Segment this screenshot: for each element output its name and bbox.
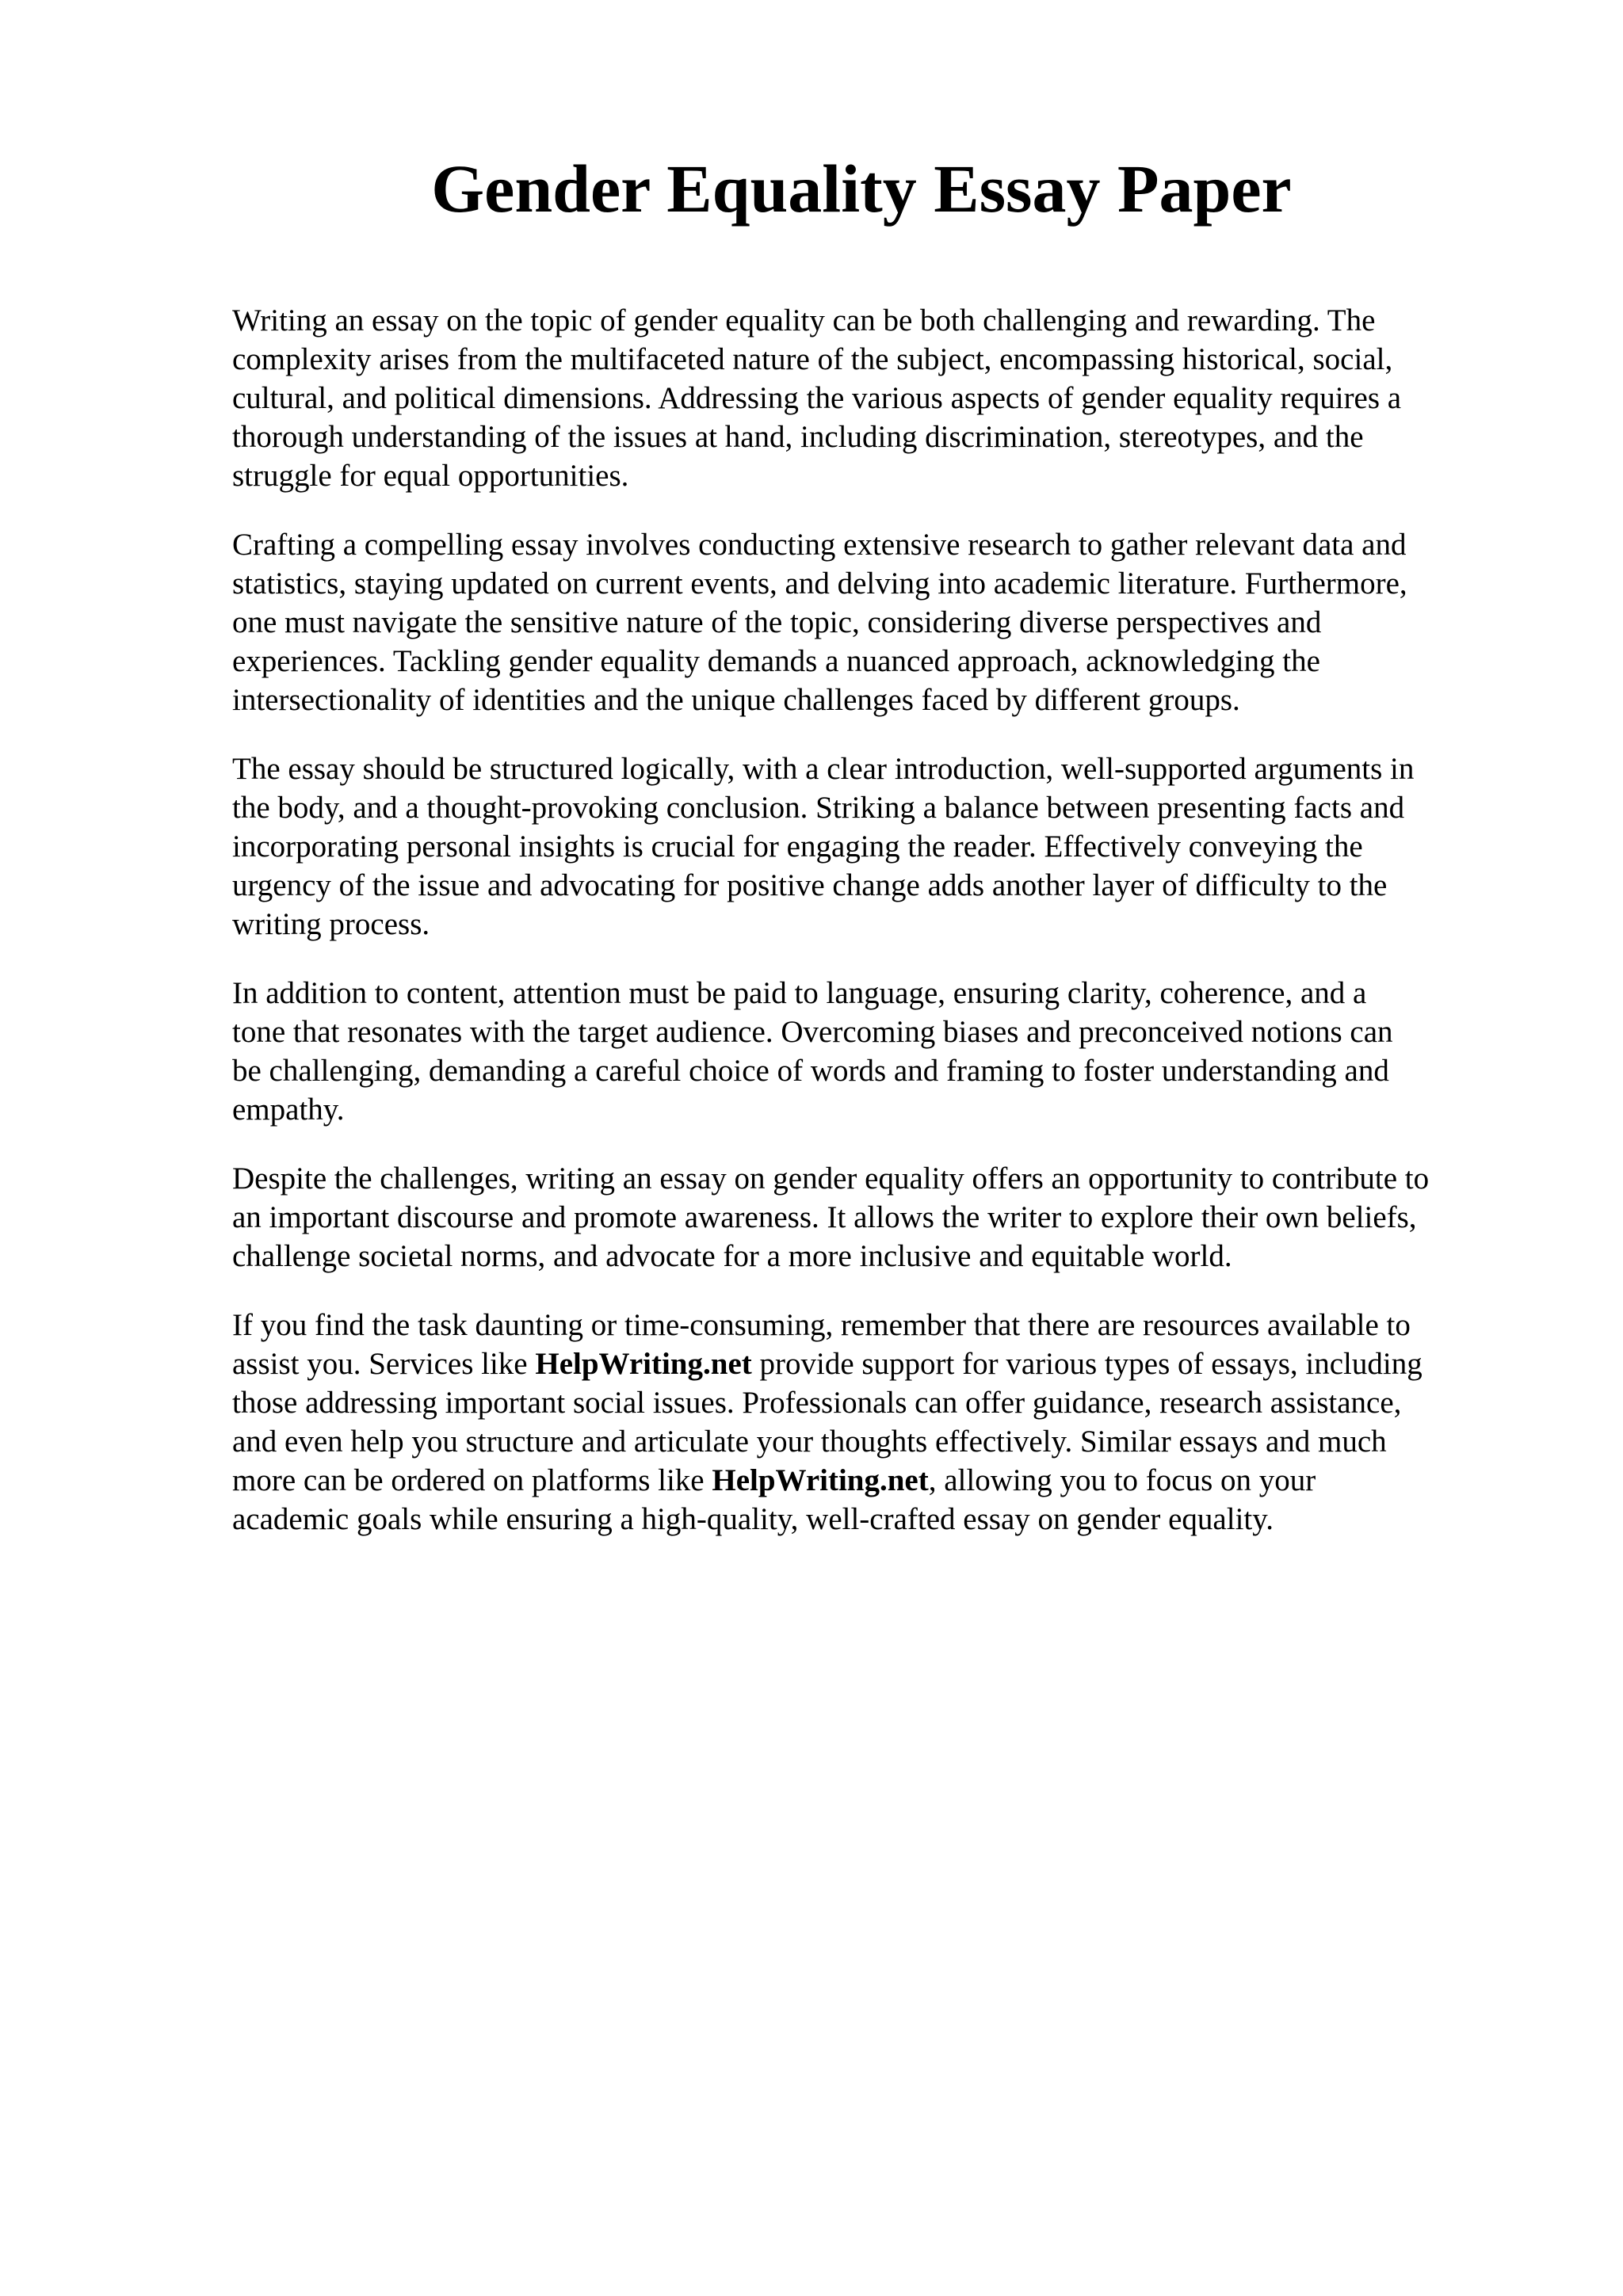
paragraph-2 xyxy=(232,525,1524,719)
paragraph-3 xyxy=(232,749,1524,944)
paragraph-line: urgency of the issue and advocating for positive change adds another layer of difficulty to the xyxy=(232,868,1388,902)
paragraph-line: be challenging, demanding a careful choice of words and framing to foster understanding and xyxy=(232,1054,1389,1088)
paragraph-line: challenge societal norms, and advocate for a more inclusive and equitable world. xyxy=(232,1239,1232,1273)
paragraph-line: intersectionality of identities and the unique challenges faced by different groups. xyxy=(232,683,1240,717)
paragraph-line: Despite the challenges, writing an essay on gender equality offers an opportunity to contribute to xyxy=(232,1161,1430,1196)
paragraph-line: If you find the task daunting or time-consuming, remember that there are resources available to xyxy=(232,1308,1411,1342)
paragraph-4 xyxy=(232,974,1524,1129)
paragraph-line: complexity arises from the multifaceted nature of the subject, encompassing historical, social, xyxy=(232,342,1393,376)
line-text: provide support for various types of essays, including xyxy=(751,1347,1423,1381)
paragraph-line: empathy. xyxy=(232,1093,345,1127)
paragraph-line: cultural, and political dimensions. Addressing the various aspects of gender equality requires a xyxy=(232,381,1402,415)
paragraph-line: and even help you structure and articulate your thoughts effectively. Similar essays and much xyxy=(232,1425,1387,1459)
paragraph-line: the body, and a thought-provoking conclusion. Striking a balance between presenting facts and xyxy=(232,791,1405,825)
paragraph-1 xyxy=(232,301,1524,495)
paragraph-line: thorough understanding of the issues at hand, including discrimination, stereotypes, and the xyxy=(232,420,1364,454)
line-text: assist you. Services like xyxy=(232,1347,536,1381)
paragraph-line: Writing an essay on the topic of gender equality can be both challenging and rewarding. The xyxy=(232,303,1376,338)
paragraph-line: In addition to content, attention must be paid to language, ensuring clarity, coherence, and a xyxy=(232,976,1367,1010)
paragraph-line: those addressing important social issues. Professionals can offer guidance, research assistance, xyxy=(232,1386,1402,1420)
paragraph-6 xyxy=(232,1306,1524,1539)
helpwriting-link[interactable]: HelpWriting.net xyxy=(535,1347,752,1381)
paragraph-line: an important discourse and promote awareness. It allows the writer to explore their own beliefs, xyxy=(232,1200,1417,1234)
paragraph-line: The essay should be structured logically, with a clear introduction, well-supported arguments in xyxy=(232,752,1415,786)
line-text: , allowing you to focus on your xyxy=(928,1463,1316,1497)
paragraph-line: experiences. Tackling gender equality demands a nuanced approach, acknowledging the xyxy=(232,644,1320,678)
paragraph-line: statistics, staying updated on current events, and delving into academic literature. Furthermore, xyxy=(232,566,1407,601)
paragraph-line: struggle for equal opportunities. xyxy=(232,459,629,493)
paragraph-5 xyxy=(232,1159,1524,1276)
paragraph-line: Crafting a compelling essay involves conducting extensive research to gather relevant data and xyxy=(232,528,1407,562)
paragraph-line: academic goals while ensuring a high-quality, well-crafted essay on gender equality. xyxy=(232,1502,1274,1536)
document-body xyxy=(232,301,1524,1569)
line-text: more can be ordered on platforms like xyxy=(232,1463,712,1497)
helpwriting-link[interactable]: HelpWriting.net xyxy=(712,1463,929,1497)
paragraph-line: one must navigate the sensitive nature of the topic, considering diverse perspectives and xyxy=(232,605,1322,639)
document-title: Gender Equality Essay Paper xyxy=(431,151,1292,227)
paragraph-line: tone that resonates with the target audience. Overcoming biases and preconceived notions can xyxy=(232,1015,1393,1049)
paragraph-line: writing process. xyxy=(232,907,430,941)
paragraph-line xyxy=(232,1344,1524,1383)
paragraph-line: incorporating personal insights is crucial for engaging the reader. Effectively conveying the xyxy=(232,830,1363,864)
paragraph-line xyxy=(232,1461,1524,1500)
